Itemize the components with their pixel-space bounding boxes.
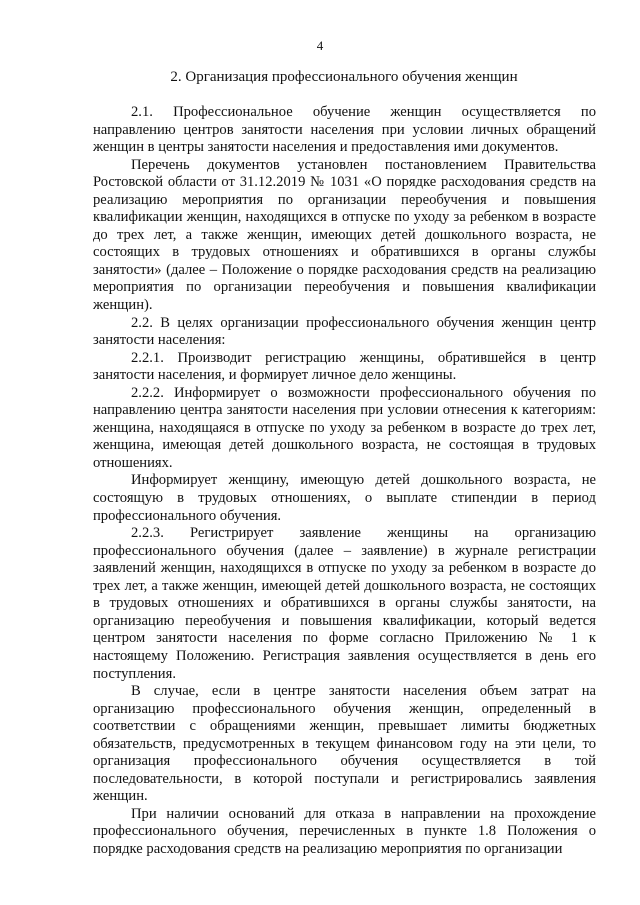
paragraph-2-2-2: 2.2.2. Информирует о возможности профессионального обучения по направлению центра занятости населения при условии отнесения к категориям: женщина, находящаяся в отпуске по уходу за ребенком в возрасте до трех лет, женщина, имеющая детей дошкольного возраста, не состоящая в трудовых отношениях. — [93, 384, 596, 471]
paragraph-refusal: При наличии оснований для отказа в направлении на прохождение профессионального обучения, перечисленных в пункте 1.8 Положения о порядке расходования средств на реализацию мероприятия по организации — [93, 805, 596, 857]
paragraph-documents-list: Перечень документов установлен постановлением Правительства Ростовской области от 31.12.2019 № 1031 «О порядке расходования средств на реализацию мероприятия по организации переобучения и повышения квалификации женщин, находящихся в отпуске по уходу за ребенком в возрасте до трех лет, а также женщин, имеющих детей дошкольного возраста, не состоящих в трудовых отношениях и обратившихся в органы службы занятости» (далее – Положение о порядке расходования средств на реализацию мероприятия по организации переобучения и повышения квалификации женщин). — [93, 156, 596, 314]
paragraph-2-2-1: 2.2.1. Производит регистрацию женщины, обратившейся в центр занятости населения, и формирует личное дело женщины. — [93, 349, 596, 384]
paragraph-2-2: 2.2. В целях организации профессионального обучения женщин центр занятости населения: — [93, 314, 596, 349]
body-text — [93, 104, 596, 859]
paragraph-stipend-info: Информирует женщину, имеющую детей дошкольного возраста, не состоящую в трудовых отношениях, о выплате стипендии в период профессионального обучения. — [93, 472, 596, 524]
paragraph-limits: В случае, если в центре занятости населения объем затрат на организацию профессионального обучения женщин, определенный в соответствии с обращениями женщин, превышает лимиты бюджетных обязательств, предусмотренных в текущем финансовом году на эти цели, то организация профессионального обучения осуществляется в той последовательности, в которой поступали и регистрировались заявления женщин. — [93, 683, 596, 805]
paragraph-2-2-3: 2.2.3. Регистрирует заявление женщины на организацию профессионального обучения (далее – заявление) в журнале регистрации заявлений женщин, находящихся в отпуске по уходу за ребенком в возрасте до трех лет, а также женщин, имеющей детей дошкольного возраста, не состоящих в трудовых отношениях и обратившихся в органы службы занятости, на организацию переобучения и повышения квалификации, который ведется центром занятости населения по форме согласно Приложению № 1 к настоящему Положению. Регистрация заявления осуществляется в день его поступления. — [93, 525, 596, 682]
paragraph-2-1: 2.1. Профессиональное обучение женщин осуществляется по направлению центров занятости населения при условии личных обращений женщин в центры занятости населения и предоставления ими документов. — [93, 104, 596, 156]
section-title: 2. Организация профессионального обучения женщин — [170, 69, 518, 85]
page-number: 4 — [316, 38, 324, 53]
